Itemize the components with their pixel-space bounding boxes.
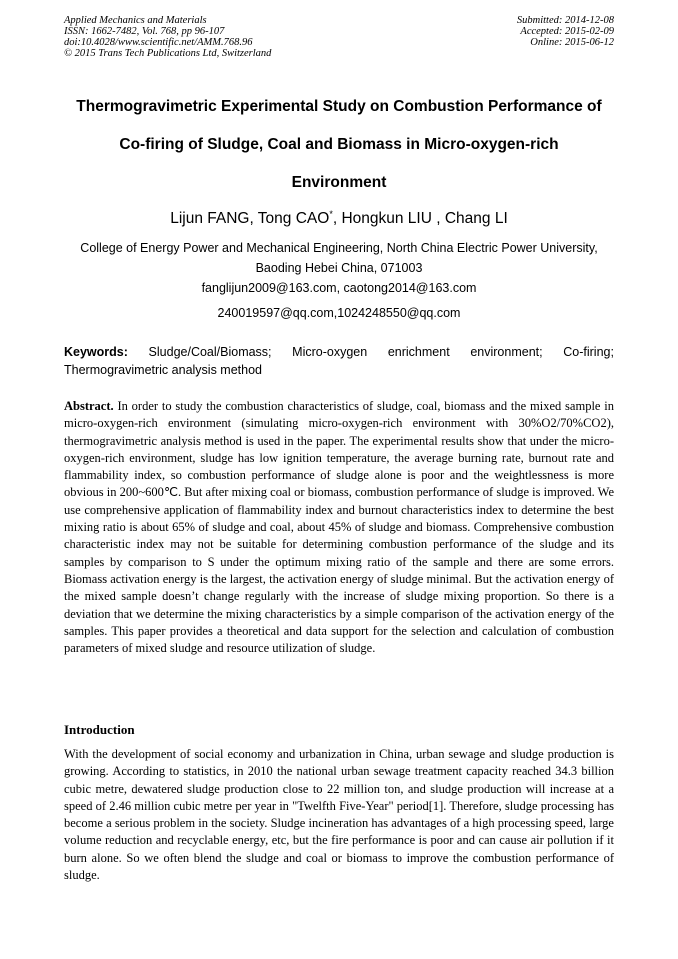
- keyword: Thermogravimetric analysis method: [64, 363, 262, 377]
- author-list: [40, 205, 638, 228]
- abstract-label: Abstract.: [64, 399, 114, 413]
- title-line: Co-firing of Sludge, Coal and Biomass in Micro-oxygen-rich: [119, 136, 559, 153]
- affiliation: [40, 238, 638, 278]
- author-emails: 240019597@qq.com,1024248550@qq.com: [217, 306, 461, 320]
- keyword: Micro-oxygen: [292, 345, 368, 359]
- title-line: Thermogravimetric Experimental Study on Combustion Performance of: [76, 98, 602, 115]
- abstract-section: [64, 398, 614, 657]
- authors-after: , Hongkun LIU , Chang LI: [332, 210, 508, 228]
- authors-before: Lijun FANG, Tong CAO: [170, 210, 330, 228]
- author-emails: fanglijun2009@163.com, caotong2014@163.com: [201, 281, 477, 295]
- online-date: Online: 2015-06-12: [530, 37, 614, 48]
- title-line: Environment: [291, 174, 387, 191]
- affiliation-line: Baoding Hebei China, 071003: [255, 261, 423, 275]
- introduction-heading: Introduction: [64, 722, 135, 737]
- introduction-text: With the development of social economy and urbanization in China, urban sewage and sludge production is growing. According to statistics, in 2010 the national urban sewage treatment capacity reached 34.3 billion cubic metre, dewatered sludge production close to 22 million ton, and sludge production will increase at a speed of 2.46 million cubic metre per year in "Twelfth Five-Year" period[1]. Therefore, sludge processing has become a serious problem in the society. Sludge incineration has advantages of a high processing speed, large volume reduction and recyclable energy, etc, but the fire performance is poor and can cause air pollution if it burn alone. So we often blend the sludge and coal or biomass to improve the combustion performance of sludge.: [64, 747, 614, 883]
- journal-copyright: © 2015 Trans Tech Publications Ltd, Switzerland: [64, 48, 272, 59]
- keyword: Co-firing;: [563, 345, 614, 359]
- keywords-section: [64, 343, 614, 379]
- journal-doi: doi:10.4028/www.scientific.net/AMM.768.96: [64, 37, 253, 48]
- keyword: environment;: [470, 345, 543, 359]
- keywords-label: Keywords:: [64, 345, 128, 359]
- accepted-date: Accepted: 2015-02-09: [520, 26, 614, 37]
- journal-name: Applied Mechanics and Materials: [64, 15, 207, 26]
- corresponding-author-mark: *: [329, 209, 333, 219]
- keyword: enrichment: [387, 345, 450, 359]
- keyword: Sludge/Coal/Biomass;: [148, 345, 272, 359]
- journal-issn: ISSN: 1662-7482, Vol. 768, pp 96-107: [64, 26, 225, 37]
- abstract-text: In order to study the combustion characteristics of sludge, coal, biomass and the mixed sample in micro-oxygen-rich environment (simulating micro-oxygen-rich environment with 30%O2/70%CO2), thermogravimetric analysis method is used in the paper. The experimental results show that under the micro-oxygen-rich environment, sludge has low ignition temperature, the average burning rate, burnout rate and flammability index, so combustion performance of sludge alone is poor and the weightlessness is more obvious in 200~600℃. But after mixing coal or biomass, combustion performance of sludge is improved. We use comprehensive application of flammability index and burnout characteristics index to determine the best mixing ratio is about 65% of sludge and coal, about 45% of sludge and biomass. Comprehensive combustion characteristic index may not be suitable for determining combustion performance of the sludge and its samples by comparison to S under the optimum mixing ratio of the sample and there are some errors. Biomass activation energy is the largest, the activation energy of sludge minimal. But the activation energy of the mixed sample doesn’t change regularly with the increase of sludge mixing proportion. So there is a deviation that we determine the mixing characteristics by a simple comparison of the activation energy of the samples. This paper provides a theoretical and data support for the selection and calculation of combustion parameters of mixed sludge and resource utilization of sludge.: [64, 399, 614, 656]
- journal-info: [64, 15, 271, 59]
- paper-title: [40, 88, 638, 202]
- affiliation-line: College of Energy Power and Mechanical Engineering, North China Electric Power University,: [80, 241, 598, 255]
- submitted-date: Submitted: 2014-12-08: [516, 15, 614, 26]
- submission-dates: [517, 15, 614, 48]
